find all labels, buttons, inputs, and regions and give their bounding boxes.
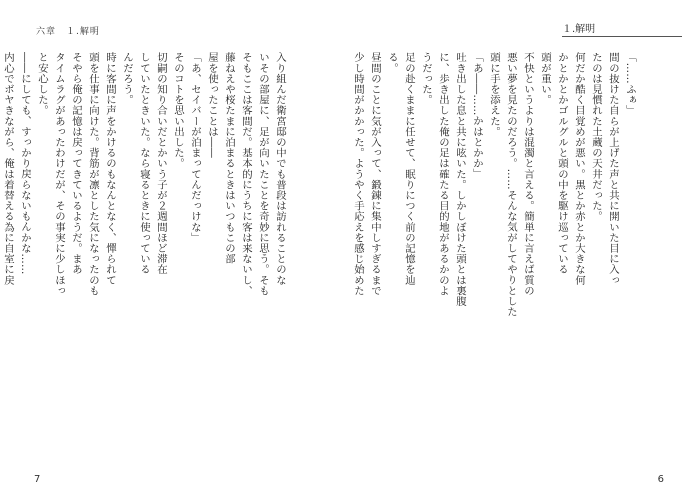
text-line: たのは見慣れた土蔵の天井だった。 bbox=[590, 52, 602, 222]
text-line: 吐き出した息と共に呟いた。しかしぼけた頭とは裏腹 bbox=[454, 52, 466, 307]
text-line: 何だか酷く目覚めが悪い。黒とか赤とか大きな何 bbox=[573, 52, 585, 286]
text-line: 頭が重い。 bbox=[539, 52, 551, 105]
text-line: 時に客間に声をかけるのもなんとなく、憚られて bbox=[104, 52, 116, 286]
page-number: 6 bbox=[657, 474, 664, 485]
text-line: 悪い夢を見たのだろう。……そんな気がしてやりとした bbox=[505, 52, 517, 317]
text-line: 「あ、セイバーが泊まってんだっけな」 bbox=[189, 52, 201, 243]
text-line: る。 bbox=[386, 52, 398, 74]
text-line: 藤ねえや桜たまに泊まるときはいつもこの部 bbox=[223, 52, 235, 264]
text-line: かとかとかゴルグルと頭の中を駆け巡っている bbox=[556, 52, 568, 275]
section-header: １.解明 bbox=[562, 24, 596, 35]
text-line: 足の赴くままに任せて、眠りにつく前の記憶を辿 bbox=[403, 52, 415, 286]
right-page bbox=[350, 0, 700, 501]
text-line: に、歩き出した俺の足は確たる目的地があるかのよ bbox=[437, 52, 449, 296]
chapter-header: 六章 １.解明 bbox=[36, 27, 100, 37]
text-line: うだった。 bbox=[420, 52, 432, 105]
text-line: 頭に手を添えた。 bbox=[488, 52, 500, 137]
text-line: と安心した。 bbox=[36, 52, 48, 116]
left-page-body bbox=[0, 52, 288, 472]
text-line: タイムラグがあったわけだが、その事実に少しほっ bbox=[53, 52, 65, 296]
page-number: 7 bbox=[34, 474, 41, 485]
text-line: 切嗣の知り合いだとかいう子が２週間ほど滞在 bbox=[155, 52, 167, 275]
text-line: 不快というよりは混濁と言える。簡単に言えば質の bbox=[522, 52, 534, 296]
text-line: 屋を使ったことは―― bbox=[206, 52, 218, 158]
text-line: 「……ふぁ」 bbox=[624, 52, 636, 116]
text-line: していたときいた。なら寝るときに使っている bbox=[138, 52, 150, 275]
text-line: 間の抜けた自らが上げた声と共に開いた目に入っ bbox=[607, 52, 619, 286]
text-line: 頭を仕事に向けた。背筋が凛とした気になったのも bbox=[87, 52, 99, 296]
text-line: 昼間のことに気が入って、鍛錬に集中しすぎるまで bbox=[369, 52, 381, 296]
text-line: 少し時間がかかった。ようやく手応えを感じ始めた bbox=[352, 52, 364, 296]
text-line: そもここは客間だ。基本的にうちに客は来ないし、 bbox=[240, 52, 252, 296]
text-line: 内心でボヤきながら、俺は着替える為に自室に戻 bbox=[2, 52, 14, 286]
section-header-rule bbox=[562, 36, 682, 37]
text-line: んだろう。 bbox=[121, 52, 133, 105]
text-line: ――にしても、すっかり戻らないもんかな…… bbox=[19, 52, 31, 275]
right-page-body bbox=[350, 52, 638, 472]
text-line: 入り組んだ衛宮邸の中でも普段は訪れることのな bbox=[274, 52, 286, 286]
text-line: 「あ――……かはとかか」 bbox=[471, 52, 483, 180]
text-line: そのコトを思い出した。 bbox=[172, 52, 184, 169]
text-line: そやら俺の記憶は戻ってきているようだ。まあ bbox=[70, 52, 82, 275]
text-line: いその部屋に、足が向いたことを奇妙に思う。そも bbox=[257, 52, 269, 296]
